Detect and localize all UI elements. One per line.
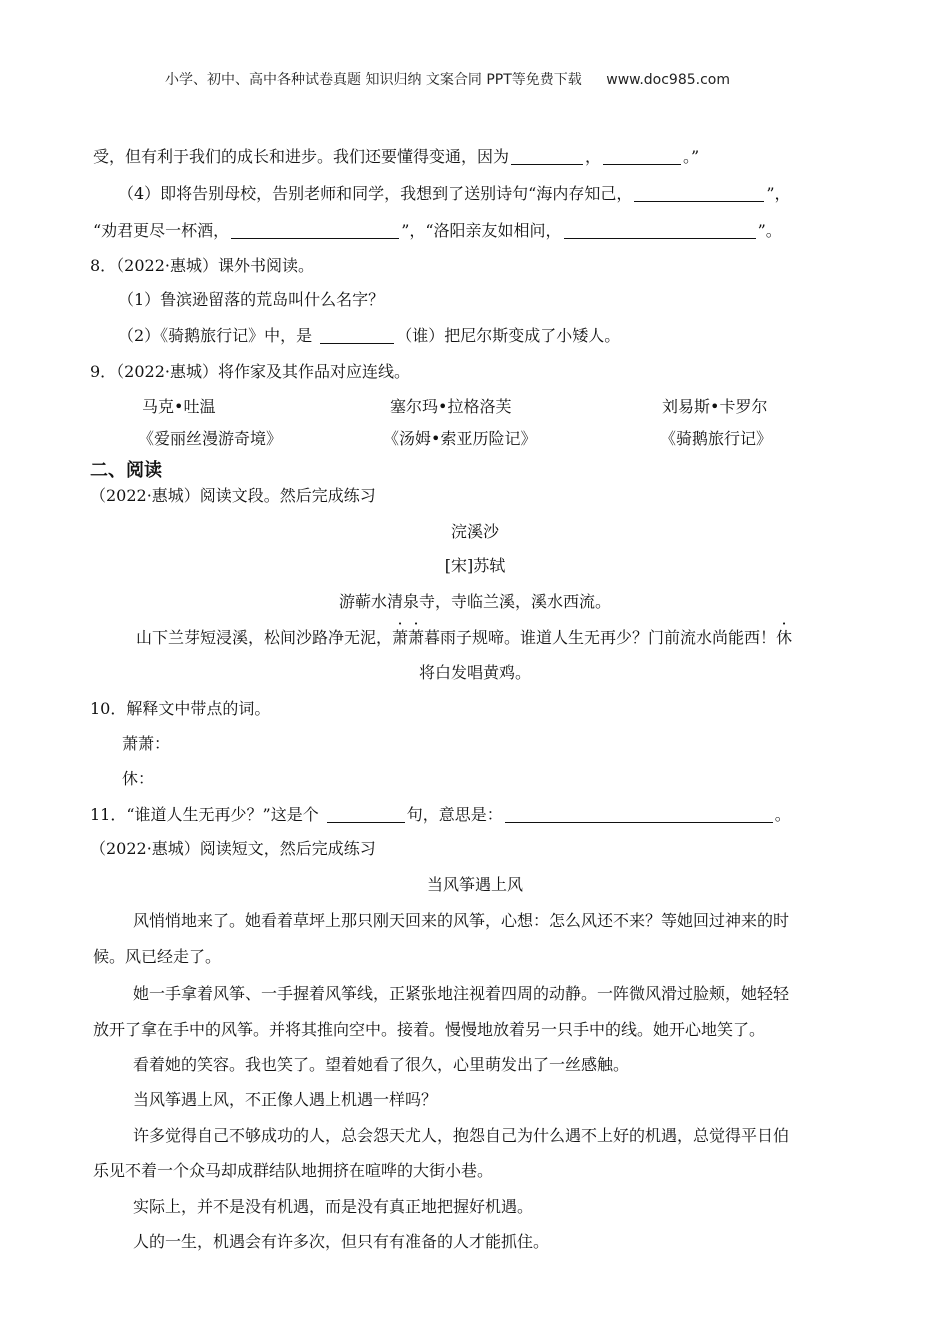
dotted-char: 萧 [392, 628, 409, 647]
q7-line3 [93, 220, 782, 242]
q11 [90, 804, 791, 826]
passage-p2-l2: 放开了拿在手中的风筝。并将其推向空中。接着。慢慢地放着另一只手中的线。她开心地笑了。 [93, 1020, 766, 1039]
q7-line1 [93, 146, 699, 168]
q7-line2-text: （4）即将告别母校，告别老师和同学，我想到了送别诗句“海内存知己， [118, 184, 633, 203]
q10-a: 萧萧： [122, 734, 171, 753]
q7-line1-end: 。” [683, 147, 700, 166]
answer-blank[interactable] [320, 327, 394, 344]
q7-line1-comma: ， [585, 147, 602, 166]
passage-p2-l1: 她一手拿着风筝、一手握着风筝线，正紧张地注视着四周的动静。一阵微风滑过脸颊，她轻轻 [133, 984, 790, 1003]
poem-line2-a: 山下兰芽短浸溪，松间沙路净无泥， [136, 628, 393, 647]
answer-blank[interactable] [505, 806, 773, 823]
answer-blank[interactable] [327, 806, 405, 823]
passage-title: 当风筝遇上风 [426, 875, 523, 894]
section-heading: 二、阅读 [90, 460, 162, 481]
passage-p4: 当风筝遇上风，不正像人遇上机遇一样吗？ [133, 1090, 438, 1109]
header-site: www.doc985.com [606, 72, 730, 88]
passage-p7: 人的一生，机遇会有许多次，但只有有准备的人才能抓住。 [133, 1232, 550, 1251]
poem-title: 浣溪沙 [450, 522, 499, 541]
q11-mid: 句，意思是： [406, 805, 503, 824]
passage-p1-l1: 风悄悄地来了。她看着草坪上那只刚天回来的风筝，心想：怎么风还不来？等她回过神来的时 [133, 911, 790, 930]
answer-blank[interactable] [603, 148, 681, 165]
answer-blank[interactable] [634, 185, 764, 202]
q8-title: 8．（2022·惠城）课外书阅读。 [90, 256, 314, 275]
dotted-char: 萧 [408, 628, 425, 647]
passage-p5-l2: 乐见不着一个众马却成群结队地拥挤在喧哗的大街小巷。 [93, 1161, 494, 1180]
passage-p1-l2: 候。风已经走了。 [93, 947, 222, 966]
answer-blank[interactable] [231, 222, 399, 239]
author-2[interactable]: 塞尔玛•拉格洛芙 [390, 397, 512, 416]
q7-line2 [118, 183, 791, 205]
reading-intro-1: （2022·惠城）阅读文段。然后完成练习 [90, 486, 376, 505]
answer-blank[interactable] [511, 148, 583, 165]
q10-b: 休： [122, 769, 155, 788]
q7-line2-end: ”， [766, 184, 791, 203]
poem-line2 [136, 627, 792, 649]
dotted-char: 休 [776, 628, 793, 647]
q8-sub2-text: （2）《骑鹅旅行记》中，是 [118, 326, 313, 345]
answer-blank[interactable] [564, 222, 756, 239]
q9-title: 9．（2022·惠城）将作家及其作品对应连线。 [90, 362, 410, 381]
poem-author: [宋]苏轼 [444, 556, 506, 575]
header-text: 小学、初中、高中各种试卷真题 知识归纳 文案合同 PPT等免费下载 [165, 72, 582, 88]
poem-line2-b: 暮雨子规啼。谁道人生无再少？门前流水尚能西！ [424, 628, 777, 647]
author-3[interactable]: 刘易斯•卡罗尔 [662, 397, 768, 416]
poem-line3: 将白发唱黄鸡。 [418, 663, 531, 682]
reading-intro-2: （2022·惠城）阅读短文，然后完成练习 [90, 839, 376, 858]
q8-sub2 [118, 325, 620, 347]
passage-p6: 实际上，并不是没有机遇，而是没有真正地把握好机遇。 [133, 1197, 534, 1216]
q8-sub1: （1）鲁滨逊留落的荒岛叫什么名字？ [118, 290, 385, 309]
passage-p3: 看着她的笑容。我也笑了。望着她看了很久，心里萌发出了一丝感触。 [133, 1055, 630, 1074]
work-1[interactable]: 《爱丽丝漫游奇境》 [138, 429, 283, 448]
q10-title: 10．解释文中带点的词。 [90, 699, 271, 718]
page-header [165, 69, 730, 91]
poem-line1: 游蕲水清泉寺，寺临兰溪，溪水西流。 [338, 592, 611, 611]
q7-line1-text: 受，但有利于我们的成长和进步。我们还要懂得变通，因为 [93, 147, 510, 166]
q11-text: 11．“谁道人生无再少？”这是个 [90, 805, 319, 824]
q7-line3-mid: ”，“洛阳亲友如相问， [401, 221, 562, 240]
q7-line3-end: ”。 [757, 221, 782, 240]
work-3[interactable]: 《骑鹅旅行记》 [660, 429, 773, 448]
passage-p5-l1: 许多觉得自己不够成功的人，总会怨天尤人，抱怨自己为什么遇不上好的机遇，总觉得平日伯 [133, 1126, 790, 1145]
q8-sub2-end: （谁）把尼尔斯变成了小矮人。 [396, 326, 621, 345]
q11-end: 。 [774, 805, 791, 824]
work-2[interactable]: 《汤姆•索亚历险记》 [383, 429, 537, 448]
q7-line3-text: “劝君更尽一杯酒， [93, 221, 230, 240]
author-1[interactable]: 马克•吐温 [142, 397, 216, 416]
